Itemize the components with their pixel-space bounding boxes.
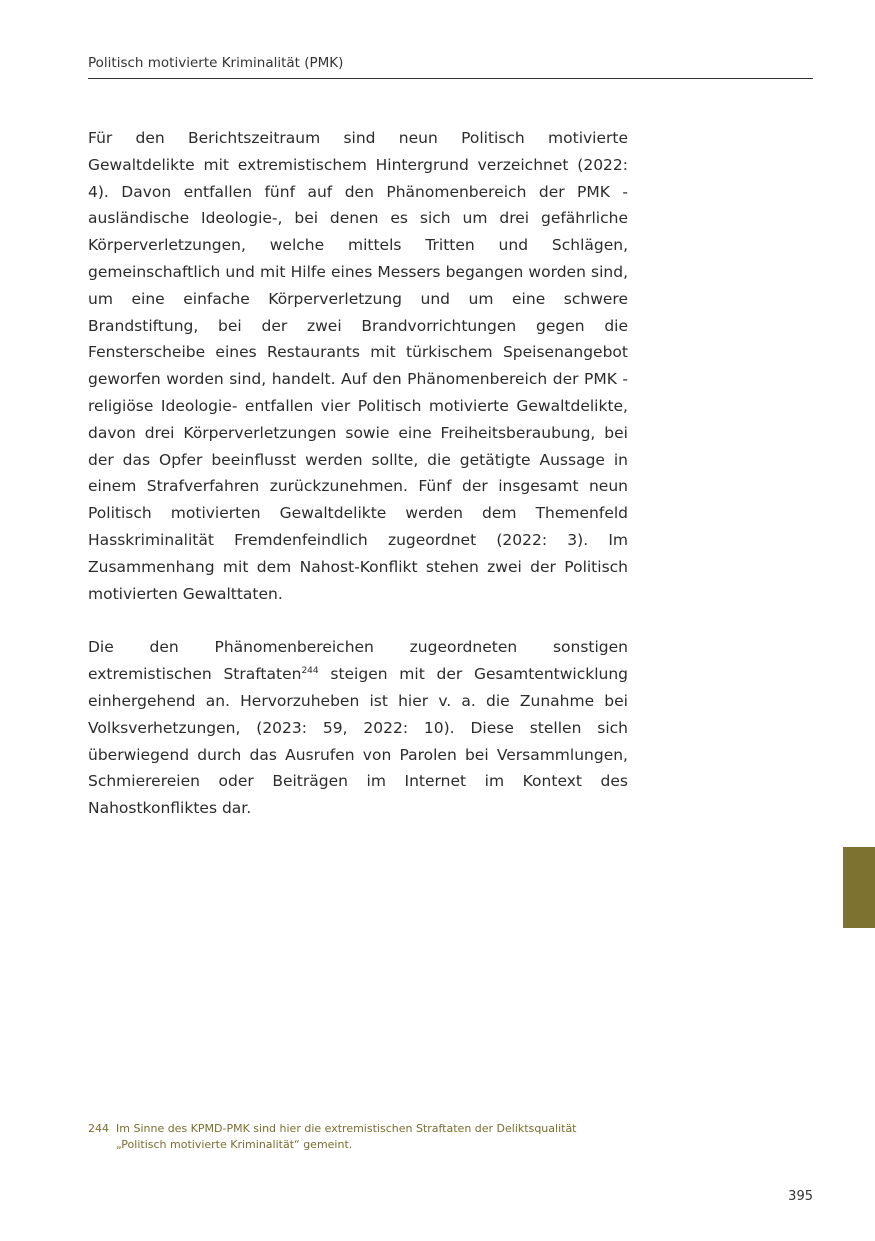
paragraph-violent-offences: Für den Berichtszeitraum sind neun Politisch motivierte Gewaltdelikte mit extremistischem Hintergrund verzeichnet (2022: 4). Davon entfallen fünf auf den Phänomenbereich der PMK -ausländische Ideologie-, bei denen es sich um drei gefährliche Körperverletzungen, welche mittels Tritten und Schlägen, gemeinschaftlich und mit Hilfe eines Messers begangen worden sind, um eine einfache Körperverletzung und um eine schwere Brandstiftung, bei der zwei Brandvorrichtungen gegen die Fensterscheibe eines Restaurants mit türkischem Speisenangebot geworfen worden sind, handelt. Auf den Phänomenbereich der PMK -religiöse Ideologie- entfallen vier Politisch motivierte Gewaltdelikte, davon drei Körperverletzungen sowie eine Freiheitsberaubung, bei der das Opfer beeinflusst werden sollte, die getätigte Aussage in einem Strafverfahren zurückzunehmen. Fünf der insgesamt neun Politisch motivierten Gewaltdelikte werden dem Themenfeld Hasskriminalität Fremdenfeindlich zugeordnet (2022: 3). Im Zusammenhang mit dem Nahost-Konflikt stehen zwei der Politisch motivierten Gewalttaten. bbox=[88, 129, 628, 603]
chapter-tab-marker bbox=[843, 847, 875, 928]
running-header: Politisch motivierte Kriminalität (PMK) bbox=[88, 55, 344, 71]
footnote-number: 244 bbox=[88, 1122, 109, 1135]
footnote-text: Im Sinne des KPMD-PMK sind hier die extremistischen Straftaten der Deliktsqualität „Politisch motivierte Kriminalität“ gemeint. bbox=[116, 1122, 577, 1151]
page-number: 395 bbox=[788, 1189, 813, 1204]
paragraph-text-end: steigen mit der Gesamtentwicklung einhergehend an. Hervorzuheben ist hier v. a. die Zunahme bei Volksverhetzungen, (2023: 59, 2022: 10). Diese stellen sich überwiegend durch das Ausrufen von Parolen bei Versammlungen, Schmierereien oder Beiträgen im Internet im Kontext des Nahostkonfliktes dar. bbox=[88, 665, 628, 818]
footnote-reference[interactable]: 244 bbox=[301, 665, 319, 676]
paragraph-text-start: Die den Phänomenbereichen zugeordneten sonstigen extremistischen Straftaten bbox=[88, 638, 628, 684]
paragraph-other-offences bbox=[88, 634, 628, 822]
footnote bbox=[88, 1121, 628, 1153]
header-divider bbox=[88, 78, 813, 79]
main-content bbox=[88, 125, 628, 822]
